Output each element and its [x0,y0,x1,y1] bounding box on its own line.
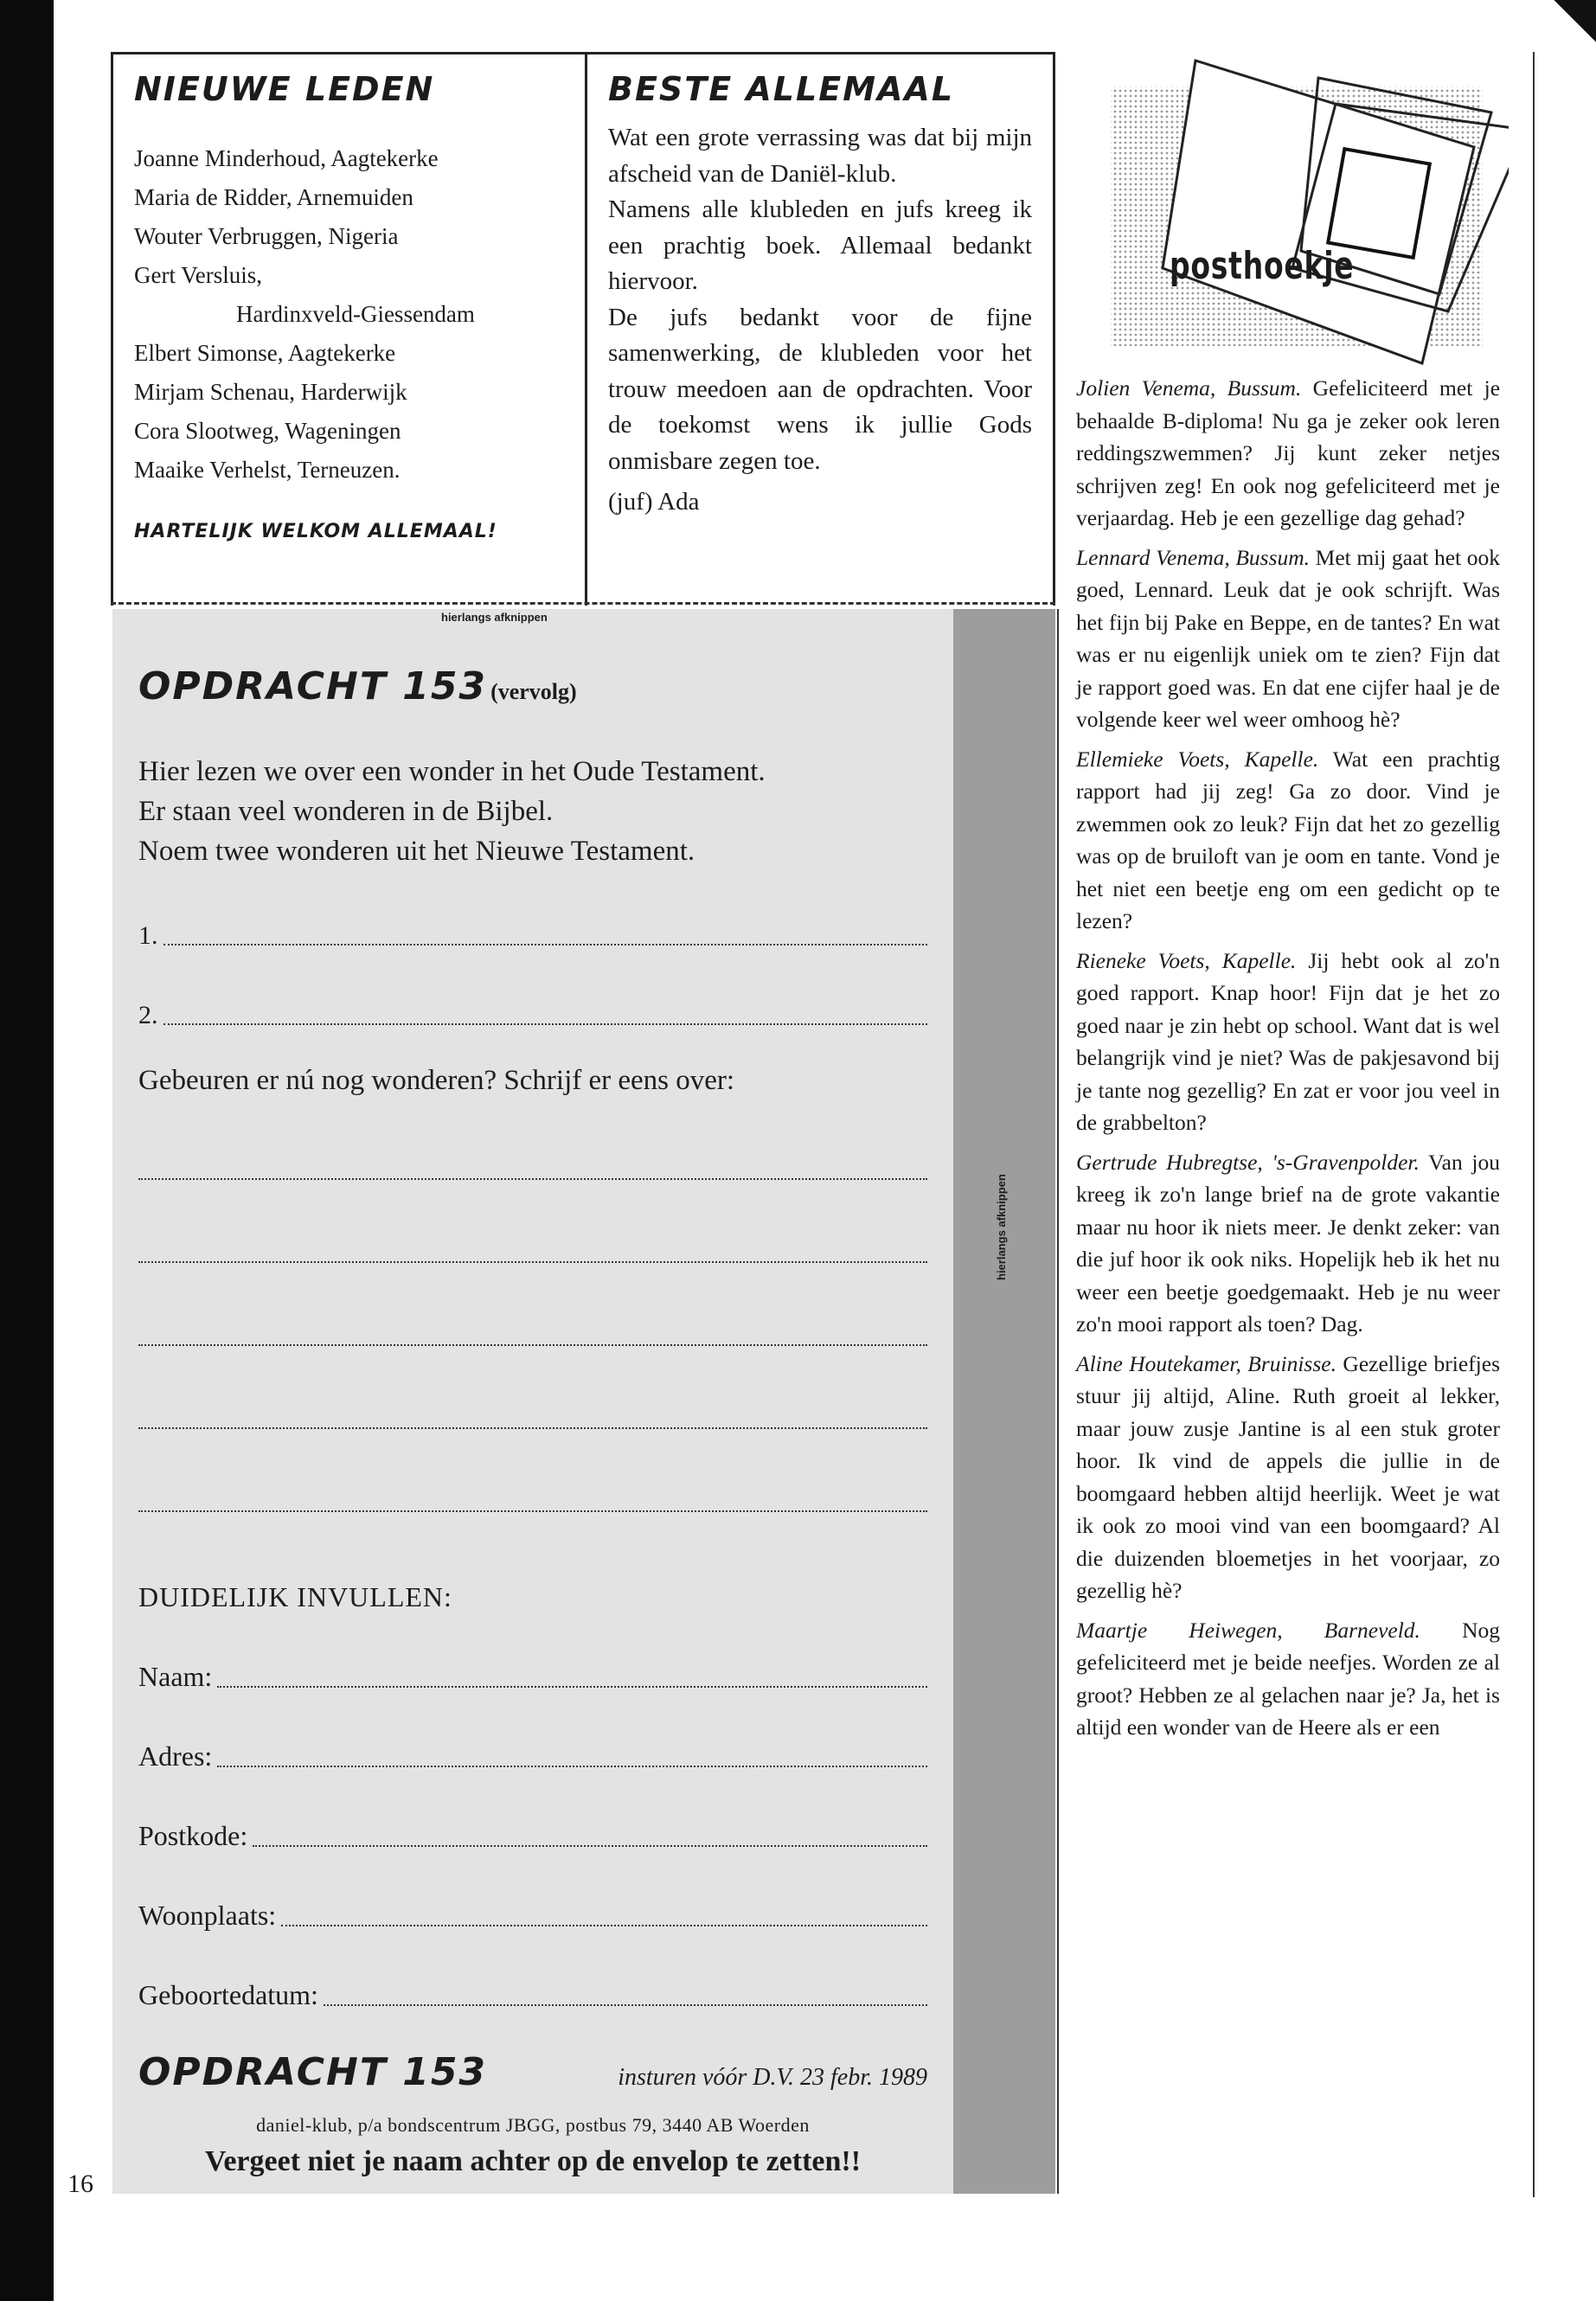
post-item [1076,1146,1500,1341]
fill-in-instruction: DUIDELIJK INVULLEN: [138,1581,452,1612]
new-members-list [134,139,564,490]
form-intro [138,752,927,871]
reminder: Vergeet niet je naam achter op de envelop te zetten!! [204,2145,862,2177]
form-question: Gebeuren er nú nog wonderen? Schrijf er eens over: [138,1065,735,1096]
intro-line: Er staan veel wonderen in de Bijbel. [138,796,554,827]
form-content [138,664,927,2011]
form-title: OPDRACHT 153 [138,664,488,708]
field-label: Adres: [138,1740,213,1772]
cut-line [111,602,1055,605]
letter-signature: (juf) Ada [608,488,700,516]
new-members-title: NIEUWE LEDEN [134,70,435,108]
new-members-box [111,52,585,606]
letters-icon [1076,52,1509,372]
post-text: Met mij gaat het ook goed, Lennard. Leuk dat je ook schrijft. Was het fijn bij Pake en Beppe, en de tantes? En wat was er nu eigenlijk uniek om te zien? Fijn dat je rapport goed was. En dat ene cijfer haal je de volgende keer wel weer omhoog hè? [1076,544,1500,732]
field-label: Geboortedatum: [138,1979,318,2010]
binding-spine [0,0,54,2301]
post-name: Rieneke Voets, Kapelle. [1076,947,1297,973]
letter-title: BESTE ALLEMAAL [608,70,955,108]
post-text: Nog gefeliciteerd met je beide neefjes. Worden ze al groot? Hebben ze al gelachen naar je? Ja, het is altijd een wonder van de Heere als er een [1076,1617,1500,1740]
field-label: Woonplaats: [138,1900,277,1931]
post-name: Maartje Heiwegen, Barneveld. [1076,1617,1420,1643]
postcode-field[interactable] [138,1772,927,1852]
city-field[interactable] [138,1852,927,1932]
post-text: Gezellige briefjes stuur jij altijd, Aline. Ruth groeit al lekker, maar jouw zusje Jantine is al een stuk groter hoor. Ik vind de appels die jullie in de boomgaard hebben altijd heerlijk. Weet je wat ik ook zo mooi vind van een boomgaard? Al die duizenden bloemetjes in het voorjaar, zo gezellig hè? [1076,1350,1501,1603]
deadline: insturen vóór D.V. 23 febr. 1989 [618,2064,927,2091]
member-item: Cora Slootweg, Wageningen [134,418,401,444]
member-item: Elbert Simonse, Aagtekerke [134,340,396,366]
post-item [1076,1348,1500,1607]
post-name: Lennard Venema, Bussum. [1076,544,1311,570]
member-item: Hardinxveld-Giessendam [236,301,475,327]
side-cut-label: hierlangs afknippen [995,1174,1008,1280]
column-divider [1057,609,1059,2194]
form-side-strip [953,609,1055,2194]
form-footer [138,2050,927,2094]
welcome-text: HARTELIJK WELKOM ALLEMAAL! [134,521,497,542]
form-heading [138,664,927,708]
post-item [1076,743,1500,938]
writing-line[interactable] [138,1097,927,1180]
answer-label: 1. [138,921,158,950]
post-item [1076,1614,1500,1744]
assignment-form [112,609,953,2194]
letter-paragraph: Wat een grote verrassing was dat bij mijn afscheid van de Daniël-klub. [608,124,1032,188]
mailing-address: daniel-klub, p/a bondscentrum JBGG, postbus 79, 3440 AB Woerden [256,2114,810,2136]
answer-line-2[interactable] [138,951,927,1030]
post-text: Wat een prachtig rapport had jij zeg! Ga zo door. Vind je zwemmen ook zo leuk? Fijn dat het zo gezellig was op de bruiloft van je oom en tante. Vond je het niet een beetje eng om een gedicht op te lezen? [1076,746,1500,933]
footer-title: OPDRACHT 153 [138,2050,488,2094]
name-field[interactable] [138,1613,927,1693]
member-item: Maria de Ridder, Arnemuiden [134,184,413,210]
page-corner [1544,0,1596,52]
post-name: Aline Houtekamer, Bruinisse. [1076,1350,1336,1376]
post-text: Gefeliciteerd met je behaalde B-diploma! Nu ga je zeker ook leren reddingszwemmen? Jij kunt zeker netjes schrijven zeg! En ook nog gefeliciteerd met je verjaardag. Heb je een gezellige dag gehad? [1076,375,1501,530]
mailbox-logo [1076,52,1509,372]
post-text: Van jou kreeg ik zo'n lange brief na de grote vakantie maar nu hoor ik niets meer. Je denkt zeker: van die juf hoor ik ook niks. Hopelijk heb ik het nu weer een beetje goedgemaakt. Heb je nu weer zo'n mooi rapport als toen? Dag. [1076,1149,1500,1336]
personal-fields [138,1613,927,2011]
mailbox-column [1076,52,1500,1751]
member-item: Joanne Minderhoud, Aagtekerke [134,145,439,171]
intro-line: Noem twee wonderen uit het Nieuwe Testament. [138,836,695,867]
answer-label: 2. [138,1001,158,1029]
letter-box [585,52,1055,606]
writing-line[interactable] [138,1346,927,1429]
writing-line[interactable] [138,1429,927,1512]
column-divider [1533,52,1535,2197]
mailbox-posts [1076,372,1500,1744]
intro-line: Hier lezen we over een wonder in het Oude Testament. [138,756,766,787]
member-item: Gert Versluis, [134,262,262,288]
birthdate-field[interactable] [138,1932,927,2011]
field-label: Naam: [138,1661,213,1692]
member-item: Maaike Verhelst, Terneuzen. [134,457,401,483]
mailbox-title: posthoekje [1170,244,1355,288]
letter-paragraph: De jufs bedankt voor de fijne samenwerking, de klubleden voor het trouw meedoen aan de opdrachten. Voor de toekomst wens ik jullie Gods onmisbare zegen toe. [608,303,1032,475]
field-label: Postkode: [138,1820,248,1851]
writing-line[interactable] [138,1263,927,1346]
letter-paragraph: Namens alle klubleden en jufs kreeg ik een prachtig boek. Allemaal bedankt hiervoor. [608,195,1032,295]
address-field[interactable] [138,1693,927,1772]
post-name: Gertrude Hubregtse, 's-Gravenpolder. [1076,1149,1420,1175]
post-text: Jij hebt ook al zo'n goed rapport. Knap hoor! Fijn dat je het zo goed naar je zin hebt op school. Want dat is wel belangrijk vind je niet? Was de pakjesavond bij je tante nog gezellig? En zat er voor jou veel in de grabbelton? [1076,947,1501,1135]
page-number: 16 [67,2170,93,2198]
post-item [1076,945,1500,1139]
form-subtitle: (vervolg) [490,679,577,704]
member-item: Wouter Verbruggen, Nigeria [134,223,399,249]
post-name: Jolien Venema, Bussum. [1076,375,1302,401]
post-name: Ellemieke Voets, Kapelle. [1076,746,1319,772]
answer-line-1[interactable] [138,871,927,951]
post-item [1076,372,1500,535]
cut-label: hierlangs afknippen [441,611,548,624]
post-item [1076,542,1500,736]
writing-line[interactable] [138,1180,927,1263]
member-item: Mirjam Schenau, Harderwijk [134,379,407,405]
